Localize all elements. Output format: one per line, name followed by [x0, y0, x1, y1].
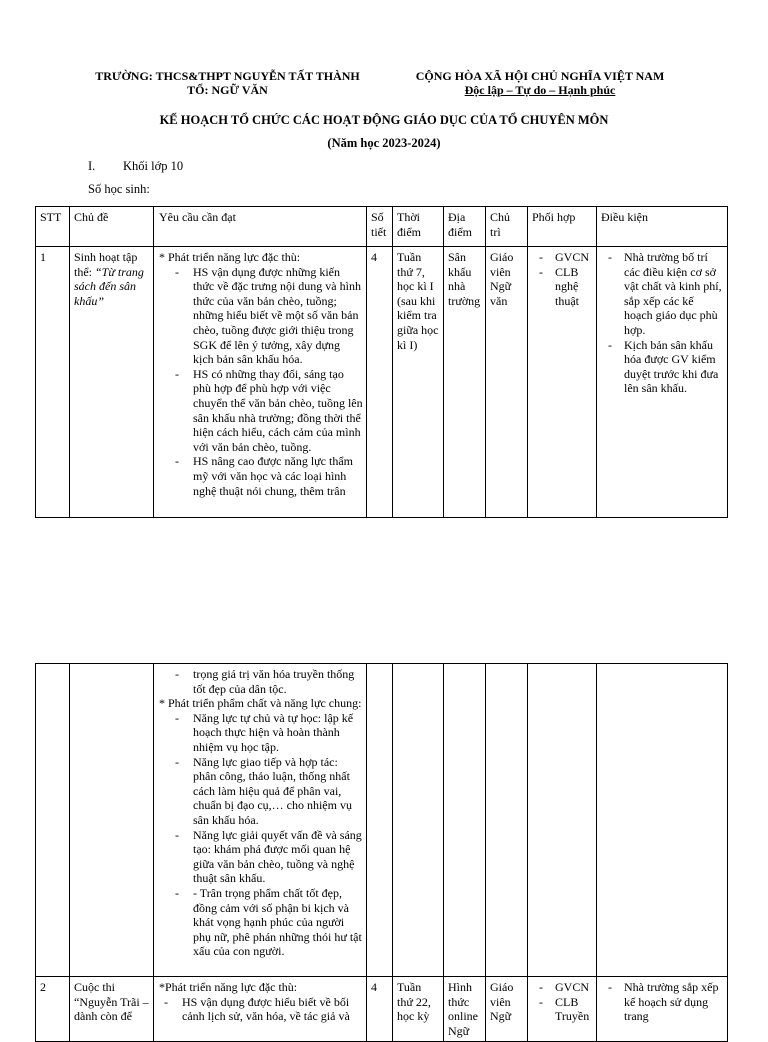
row2-conditions	[597, 977, 728, 1042]
row2-host: Giáo viên Ngữ	[486, 977, 528, 1042]
row2-stt: 2	[36, 977, 70, 1042]
row1-coop-list	[532, 250, 592, 308]
group-name: TỔ: NGỮ VĂN	[187, 83, 268, 97]
section-number: I.	[88, 159, 96, 173]
nation-name: CỘNG HÒA XÃ HỘI CHỦ NGHĨA VIỆT NAM	[415, 69, 665, 83]
document-subtitle: (Năm học 2023-2024)	[327, 136, 441, 150]
school-name: TRƯỜNG: THCS&THPT NGUYỄN TẤT THÀNH	[95, 69, 360, 83]
row1-cond-list	[601, 250, 723, 396]
section-label: Khối lớp 10	[123, 159, 184, 173]
table-row	[36, 247, 728, 518]
col-header-stt: STT	[36, 207, 70, 247]
row2-topic: Cuộc thi “Nguyễn Trãi – dành còn để	[70, 977, 154, 1042]
col-header-coop: Phối hợp	[528, 207, 597, 247]
list-item: - HS vận dụng được những kiến thức về đặc trưng nội dung và hình thức của văn bản chèo, tuồng; những hiểu biết về một số văn bản chèo, tuồng được giới thiệu trong SGK để lên ý tưởng, xây dựng kịch bản sân khấu hóa.	[193, 265, 363, 367]
row1-time: Tuần thứ 7, học kì I (sau khi kiểm tra giữa học kì I)	[393, 247, 444, 518]
list-item: - Nhà trường sắp xếp kế hoạch sử dụng trang	[624, 980, 723, 1024]
row1-req-tail-list	[159, 667, 363, 696]
col-header-requirements: Yêu cầu cần đạt	[154, 207, 367, 247]
row2-place: Hình thức online Ngữ	[444, 977, 486, 1042]
row2-time: Tuần thứ 22, học kỳ	[393, 977, 444, 1042]
list-item: - HS nâng cao được năng lực thẩm mỹ với văn học và các loại hình nghệ thuật nói chung, thêm trân	[193, 454, 363, 498]
list-item: - Năng lực giải quyết vấn đề và sáng tạo: khám phá được mối quan hệ giữa văn bản chèo, tuồng và nghệ thuật sân khấu.	[193, 828, 363, 886]
document-title: KẾ HOẠCH TỔ CHỨC CÁC HOẠT ĐỘNG GIÁO DỤC CỦA TỔ CHUYÊN MÔN	[159, 113, 609, 127]
row1-place: Sân khấu nhà trường	[444, 247, 486, 518]
col-header-place: Địa điểm	[444, 207, 486, 247]
list-item: - GVCN	[555, 980, 592, 995]
list-item: - Năng lực giao tiếp và hợp tác: phân công, thảo luận, thống nhất cách làm hiệu quả để phân vai, chuẩn bị đạo cụ,… cho nhiệm vụ sân khấu hóa.	[193, 755, 363, 828]
list-item: - CLB nghệ thuật	[555, 265, 592, 309]
row2-coop-list	[532, 980, 592, 1024]
row2-req-heading: *Phát triển năng lực đặc thù:	[159, 980, 298, 994]
col-header-host: Chủ trì	[486, 207, 528, 247]
list-item: - Nhà trường bố trí các điều kiện cơ sở vật chất và kinh phí, sắp xếp các kế hoạch giáo dục phù hợp.	[624, 250, 723, 338]
list-item: - HS vận dụng được hiểu biết về bối cảnh lịch sử, văn hóa, về tác giả và	[182, 995, 363, 1024]
col-header-conditions: Điều kiện	[597, 207, 728, 247]
table-row	[36, 664, 728, 977]
row1-periods: 4	[367, 247, 393, 518]
nation-header	[395, 69, 685, 97]
list-item: - HS có những thay đổi, sáng tạo phù hợp để phù hợp với việc chuyển thể văn bản chèo, tuồng lên sân khấu nhà trường; đồng thời thể hiện cách hiểu, cách cảm của mình với văn bản chèo, tuồng.	[193, 367, 363, 455]
list-item: - trọng giá trị văn hóa truyền thống tốt đẹp của dân tộc.	[193, 667, 363, 696]
row2-requirements	[154, 977, 367, 1042]
row1-conditions	[597, 247, 728, 518]
students-label: Số học sinh:	[88, 182, 150, 196]
row2-periods: 4	[367, 977, 393, 1042]
row2-coop	[528, 977, 597, 1042]
row1-req-list	[159, 265, 363, 499]
list-item: - Năng lực tự chủ và tự học: lập kế hoạch thực hiện và hoàn thành nhiệm vụ học tập.	[193, 711, 363, 755]
plan-table-page-2	[35, 663, 728, 1042]
cont-list	[159, 711, 363, 959]
nation-motto: Độc lập – Tự do – Hạnh phúc	[464, 83, 616, 97]
plan-table-page-1	[35, 206, 728, 518]
col-header-periods: Số tiết	[367, 207, 393, 247]
row1-topic-prefix: Sinh hoạt tập thể:	[74, 250, 138, 279]
row1-requirements	[154, 247, 367, 518]
row2-req-list	[159, 995, 363, 1024]
col-header-topic: Chủ đề	[70, 207, 154, 247]
list-item: - CLB Truyền	[555, 995, 592, 1024]
row1-topic	[70, 247, 154, 518]
table-header-row	[36, 207, 728, 247]
row1-req-heading: * Phát triển năng lực đặc thù:	[159, 250, 301, 264]
row1-topic-title: “Từ trang sách đến sân khấu”	[74, 264, 144, 308]
row1-coop	[528, 247, 597, 518]
row1-host: Giáo viên Ngữ văn	[486, 247, 528, 518]
list-item: - GVCN	[555, 250, 592, 265]
list-item: - - Trân trọng phẩm chất tốt đẹp, đồng cảm với số phận bi kịch và khát vọng hạnh phúc của người phụ nữ, phê phán những thói hư tật xấu của con người.	[193, 886, 363, 959]
list-item: - Kịch bản sân khấu hóa được GV kiểm duyệt trước khi đưa lên sân khấu.	[624, 338, 723, 396]
school-header	[80, 69, 375, 97]
table-row	[36, 977, 728, 1042]
col-header-time: Thời điểm	[393, 207, 444, 247]
row2-cond-list	[601, 980, 723, 1024]
row1-requirements-continued	[154, 664, 367, 977]
row1-stt: 1	[36, 247, 70, 518]
cont-heading: * Phát triển phẩm chất và năng lực chung:	[159, 696, 362, 711]
